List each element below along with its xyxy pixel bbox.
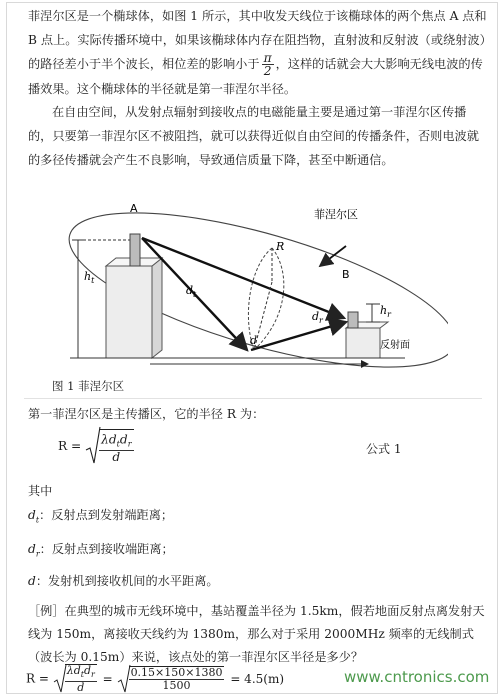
watermark: www.cntronics.com bbox=[344, 668, 490, 686]
intro-text-2: ，这样的话就会大大影响无线电波的传播效果。这个椭球体的半径就是第一菲涅尔半径。 bbox=[28, 57, 483, 96]
where-label: 其中 bbox=[28, 484, 53, 498]
transmit-building bbox=[106, 266, 152, 358]
label-dr: $d_r$ bbox=[312, 310, 323, 325]
label-d: d bbox=[250, 334, 258, 347]
free-space-paragraph: 在自由空间，从发射点辐射到接收点的电磁能量主要是通过第一菲涅尔区传播的，只要第一菲涅尔区不被阻挡，就可以获得近似自由空间的传播条件，否则电波就的多径传播就会产生不良影响，导致通信质量下降，甚至中断通信。 bbox=[28, 105, 479, 167]
transmit-antenna bbox=[130, 234, 140, 266]
label-reflect-plane: 反射面 bbox=[380, 340, 410, 351]
formula-number: 公式 1 bbox=[366, 442, 402, 456]
divider bbox=[24, 398, 482, 399]
pi-over-2: $\frac{\pi}{2}$ bbox=[263, 51, 272, 78]
label-ht: $h_t$ bbox=[84, 270, 95, 285]
fresnel-radius-formula: R = $\frac{\lambda d_td_r}{d}$ bbox=[58, 426, 136, 470]
label-r: R bbox=[276, 240, 285, 253]
receive-building bbox=[346, 328, 380, 358]
fresnel-zone-figure bbox=[50, 198, 448, 374]
label-a: A bbox=[130, 202, 138, 215]
answer-formula: R = $\frac{\lambda d_td_r}{d}$ = $\frac{0.15\times 150\times 1380}{1500}$ = 4.5(m) bbox=[26, 664, 285, 695]
def-dr: $d_r$：反射点到接收端距离； bbox=[28, 542, 174, 559]
label-hr: $h_r$ bbox=[380, 304, 391, 319]
direct-ray bbox=[142, 238, 344, 318]
zone-pointer-arrow bbox=[320, 246, 346, 266]
figure-caption: 图 1 菲涅尔区 bbox=[52, 379, 125, 393]
label-dt: $d_t$ bbox=[186, 284, 197, 299]
intro-text-1: 菲涅尔区是一个椭球体，如图 1 所示，其中收发天线位于该椭球体的两个焦点 A 点和 B 点上。实际传播环境中，如果该椭球体内存在阻挡物，直射波和反射波（或绕射波）的路径差小于半个波长，相位差的影响小于 bbox=[28, 9, 487, 71]
label-b: B bbox=[342, 268, 350, 281]
def-dt: $d_t$：反射点到发射端距离； bbox=[28, 508, 174, 525]
reflected-ray bbox=[251, 322, 346, 350]
intro-paragraph bbox=[28, 4, 490, 101]
def-d: d：发射机到接收机间的水平距离。 bbox=[28, 574, 219, 588]
example-paragraph: ［例］在典型的城市无线环境中，基站覆盖半径为 1.5km，假若地面反射点离发射天线为 150m，离接收天线约为 1380m，那么对于采用 2000MHz 频率的无线制式（波长为 0.15m）来说，该点处的第一菲涅尔区半径是多少？ bbox=[28, 604, 485, 664]
receive-antenna bbox=[348, 312, 358, 328]
formula-intro: 第一菲涅尔区是主传播区，它的半径 R 为： bbox=[28, 407, 265, 421]
label-fresnel-zone: 菲涅尔区 bbox=[314, 208, 358, 221]
